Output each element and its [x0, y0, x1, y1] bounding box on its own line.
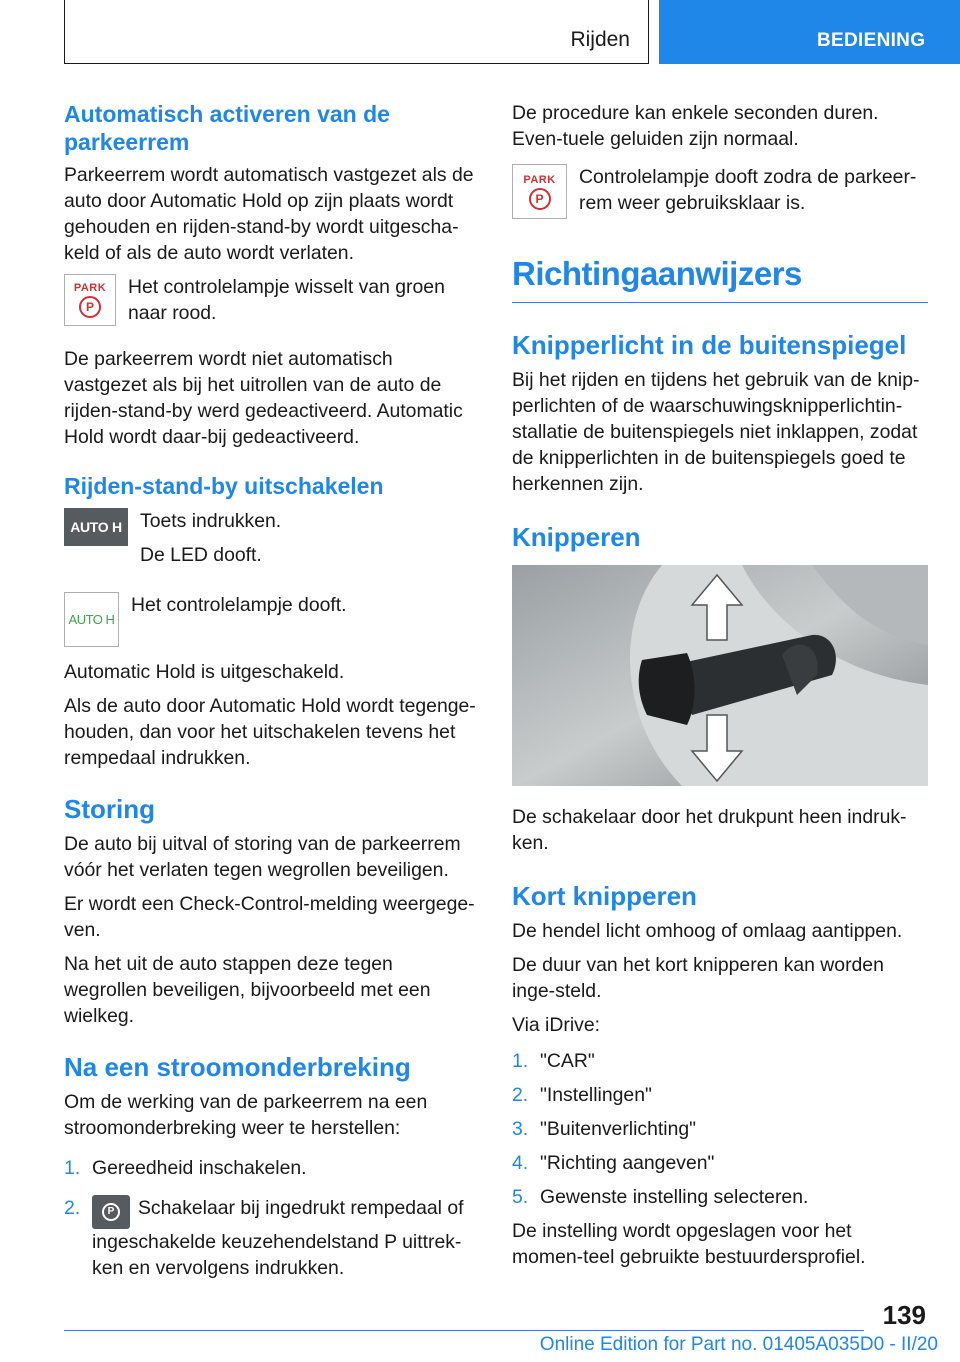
- step-text: "CAR": [540, 1050, 595, 1072]
- paragraph: De auto bij uitval of storing van de parkeerrem vóór het verlaten tegen wegrollen beveiligen.: [64, 833, 461, 881]
- paragraph: De schakelaar door het drukpunt heen indruk-ken.: [512, 806, 907, 854]
- step-number: 3.: [512, 1118, 529, 1140]
- list-item: [512, 1116, 928, 1142]
- list-item: [512, 1048, 928, 1074]
- park-icon-circle: P: [529, 188, 551, 210]
- step-text: Gewenste instelling selecteren.: [540, 1186, 809, 1208]
- idrive-steps-list: [512, 1048, 928, 1210]
- step-number: 4.: [512, 1152, 529, 1174]
- list-item: [512, 1082, 928, 1108]
- list-item: [64, 1155, 480, 1181]
- chapter-tab: BEDIENING: [659, 0, 960, 64]
- heading-storing: Storing: [64, 794, 155, 824]
- turn-signal-lever-illustration: [512, 565, 928, 786]
- autoh-lamp-row: [64, 592, 480, 647]
- heading-standby-off: Rijden-stand-by uitschakelen: [64, 473, 384, 499]
- park-ready-text: Controlelampje dooft zodra de parkeer-rem weer gebruiksklaar is.: [579, 166, 917, 214]
- heading-blinking: Knipperen: [512, 522, 641, 552]
- step-text: "Buitenverlichting": [540, 1118, 697, 1140]
- step-number: 5.: [512, 1186, 529, 1208]
- park-icon-circle: P: [79, 296, 101, 318]
- step-number: 1.: [512, 1050, 529, 1072]
- heading-turn-signals: Richtingaanwijzers: [512, 254, 928, 303]
- footer-edition: Online Edition for Part no. 01405A035D0 - II/20: [539, 1334, 938, 1355]
- park-note-row: [64, 274, 480, 334]
- press-key-text: Toets indrukken.: [140, 510, 282, 532]
- step-number: 1.: [64, 1157, 81, 1179]
- step-number: 2.: [64, 1197, 81, 1219]
- park-brake-warning-icon: [512, 164, 567, 219]
- list-item: [512, 1150, 928, 1176]
- paragraph: Automatic Hold is uitgeschakeld.: [64, 661, 345, 683]
- step-content: [92, 1195, 480, 1281]
- section-title: Rijden: [570, 28, 630, 51]
- paragraph: Na het uit de auto stappen deze tegen wegrollen beveiligen, bijvoorbeeld met een wielkeg.: [64, 953, 431, 1027]
- paragraph: Om de werking van de parkeerrem na een stroomonderbreking weer te herstellen:: [64, 1091, 428, 1139]
- switch-p-letter: P: [102, 1203, 120, 1221]
- paragraph: Als de auto door Automatic Hold wordt tegenge-houden, dan voor het uitschakelen tevens het rempedaal indrukken.: [64, 695, 476, 769]
- park-icon-label: PARK: [523, 173, 556, 186]
- footer-divider: [64, 1330, 864, 1331]
- list-item: [64, 1195, 480, 1281]
- right-column: [512, 100, 928, 1278]
- heading-auto-activate: Automatisch activeren van de parkeerrem: [64, 101, 390, 155]
- autoh-button-row: [64, 508, 480, 576]
- paragraph: De duur van het kort knipperen kan worden inge-steld.: [512, 954, 884, 1002]
- list-item: [512, 1184, 928, 1210]
- step-text: "Richting aangeven": [540, 1152, 715, 1174]
- park-note: Het controlelampje wisselt van groen naar rood.: [128, 276, 445, 324]
- paragraph: Er wordt een Check-Control-melding weergege-ven.: [64, 893, 475, 941]
- step-number: 2.: [512, 1084, 529, 1106]
- left-column: [64, 100, 480, 1289]
- paragraph: Via iDrive:: [512, 1014, 601, 1036]
- park-ready-row: [512, 164, 928, 224]
- lever-tip: [639, 653, 695, 725]
- paragraph: Bij het rijden en tijdens het gebruik van de knip-perlichten of de waarschuwingsknipperlichtin-stallatie de buitenspiegels niet inklappen, zodat de knipperlichten in de buitenspiegels goed te herkennen zijn.: [512, 369, 920, 495]
- power-steps-list: [64, 1155, 480, 1281]
- heading-mirror-blinker: Knipperlicht in de buitenspiegel: [512, 330, 907, 360]
- paragraph: Parkeerrem wordt automatisch vastgezet als de auto door Automatic Hold op zijn plaats wordt gehouden en rijden-stand-by wordt uitgescha-keld of als de auto wordt verlaten.: [64, 164, 474, 264]
- page-number: 139: [882, 1300, 926, 1330]
- paragraph: De hendel licht omhoog of omlaag aantippen.: [512, 920, 903, 942]
- heading-power-failure: Na een stroomonderbreking: [64, 1052, 411, 1082]
- led-off-text: De LED dooft.: [140, 544, 262, 566]
- park-brake-warning-icon: [64, 274, 116, 326]
- auto-hold-button-icon: AUTO H: [64, 508, 128, 546]
- step-text: Gereedheid inschakelen.: [92, 1157, 307, 1179]
- header-frame: [64, 0, 649, 64]
- park-icon-label: PARK: [73, 282, 107, 294]
- lamp-off-text: Het controlelampje dooft.: [131, 594, 347, 616]
- paragraph: De parkeerrem wordt niet automatisch vastgezet als bij het uitrollen van de auto de rijden-stand-by werd gedeactiveerd. Automatic Hold wordt daar-bij gedeactiveerd.: [64, 348, 463, 448]
- step-text: Schakelaar bij ingedrukt rempedaal of ingeschakelde keuzehendelstand P uittrek-ken en vervolgens indrukken.: [92, 1197, 464, 1279]
- auto-hold-indicator-icon: AUTO H: [64, 592, 119, 647]
- step-text: "Instellingen": [540, 1084, 652, 1106]
- paragraph: De procedure kan enkele seconden duren. Even-tuele geluiden zijn normaal.: [512, 102, 879, 150]
- paragraph: De instelling wordt opgeslagen voor het momen-teel gebruikte bestuurdersprofiel.: [512, 1220, 866, 1268]
- park-brake-switch-icon: [92, 1195, 130, 1229]
- heading-short-blink: Kort knipperen: [512, 881, 697, 911]
- autoh-button-text: [140, 508, 480, 576]
